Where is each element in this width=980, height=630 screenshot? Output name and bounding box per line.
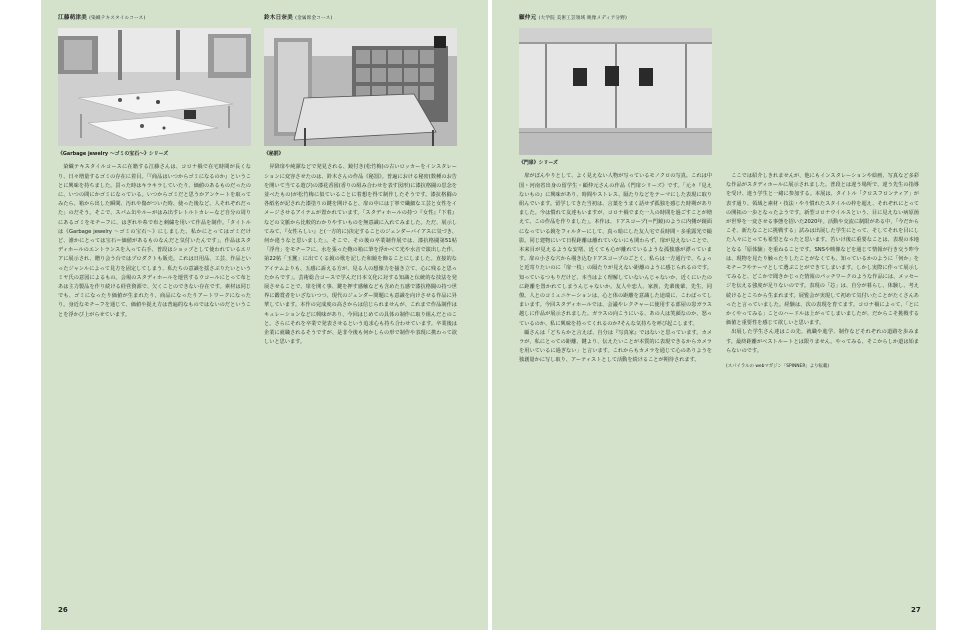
photo-caption: 《Garbage jewelry ～ゴミの宝石～》シリーズ [58,151,169,158]
paragraph: 出展した学生さん達はこの先、就職や進学、制作などそれぞれの道路を歩みます。最終距離がベストルートとは限りません。やってみる、そこからしか道は始まらないのです。 [726,329,919,354]
article-body [58,163,251,319]
author-name: 顧仲元 [519,15,537,21]
paragraph: 扉がぼんやりとして、よく見えない人物が写っているモノクロの写真。これは中国・河南省出身の留学生・顧仲元さんの作品《門扉シリーズ》です。「元々『見えないもの』に興味があり、時間やストレス、隔たりなどをテーマにした表現に取り組んでいます。留学してきた当初は、言葉をうまく話せず孤独を感じた時期がありました。今は慣れて友達もいますが、コロナ禍でまた一人の時間を過ごすことが増えて、この作品を作りました」。本作は、ドアスコープ(＝門鏡)のように内側が鏡面になっている鏡をフィルターにして、真っ暗にした友人宅で長時間・多重露光で撮影。同じ建物にいて日程距離は離れていないにも関わらず、扉が見えないことで、本来目が見えるような安堵、近くても心が離れているような孤独感が漂っています。扉の小さな穴から覗き込むドアスコープのごとく、私らは一方通行で、ちょっと近寄りたいのに「扉一枚」の隔たりが見えない距離のように感じられるのです。知っているつもりだけど、本当はよく理解していないんじゃないか、近くにいたのに距離を置かれてしまうんじゃないか。友人や恋人、家族、先輩後輩、先生、同僚。人とのコミュニケーションは、心と体の距離を意識した途端に、こわばってしまいます。今回スタディホールでは、会議やレクチャーに使用する部屋の窓ガラス越しに作品が展示されました。ガラスの向こうにいる、あの人は笑顔なのか、怒っているのか、私に興味を持ってくれるのか?そんな気持ちを呼び起こします。 [519,173,712,327]
author-name: 江藤萌津美 [58,15,87,21]
author-name: 鈴木日奈美 [264,15,293,21]
article-summary [726,172,919,371]
paragraph: 染織テキスタイルコースに在籍する江藤さんは、コロナ禍で在宅時間が長くなり、日々増量するゴミの存在に着目。「『商品はいつからゴミになるのか』ということに興味を持ちました。買った時はキラキラしていたり、価値のあるものだったのに、いつの間にかゴミになっている。いつからゴミだと思うかアンケートを取ってみたら、箱から出した瞬間、汚れや傷がついた時、使った後など、人それぞれだった」のだそう。そこで、スパム缶やルーがはみ出すレトルトカレーなど自分の周りにあるゴミをモチーフに、はぎれや糸で布と刺繍を用いて作品を制作。「タイトルは《Garbage jewelry ～ゴミの宝石～》にしました。私かにとってはゴミだけど、誰かにとっては宝石＝価値があるものなんだと気付いたんです」。作品はスタディホールのエントランスを入って右手、普段はショップとして使われているエリアに展示され、贈り会う台ではプロダクトも販売。これは日用品、工芸、作品といったジャンルによって見方を固定してしまう、私たちの意識を揺さぶりたいというミヤ氏の意図によるもの。会場のスタディホールを運営するウコールにとって布とあは主力製品を作り続ける経営資源で、欠くことのできない存在です。素材は同じでも、ゴミになったり価値が生まれたり、商品になったりアートワークになったり。身近なモチーフを通じて、価値や捉え方は普遍的なものではないのだということを浮かび上がらせています。 [58,164,251,318]
article-eto [58,14,251,320]
author-role: (金属彫金コース) [295,16,333,21]
page-number-left: 26 [58,606,68,614]
author-heading [58,14,251,23]
page-number-right: 27 [911,606,921,614]
author-role: (大学院 美術工芸領域 映像メディア分野) [538,16,627,21]
article-body [519,172,712,365]
photo-monpi [519,28,712,155]
photo-caption: 《秘罰》 [264,151,284,158]
author-heading [519,14,712,23]
photo-hibatsu [264,28,457,146]
author-role: (染織テキスタイルコース) [89,16,146,21]
photo-caption: 《門扉》シリーズ [519,160,558,167]
article-body [726,172,919,356]
article-body [264,163,457,347]
article-gu [519,14,712,366]
author-heading [264,14,457,23]
paragraph: 顧さんは「どちらかと言えば、自分は『写真家』ではないと思っています。カメラが、私にとっての距離、鍵より、伝えたいことが本質的に表現できるからカメラを用いているに過ぎない」と言います。これからもカメラを通じて心のありようを独創量かに写し取り、アーティストとして活動を続けることが期待されます。 [519,329,712,364]
paragraph: ここでは紹介しきれませんが、他にもインスタレーションや絵画、写真など多彩な作品がスタディホールに展示されました。普段とは違う場所で、違う先生の指導を受け、違う学生と一緒に参加する。本展は、タイトル「クロスフロンティア」が表す通り、領域と素材・技法・やり慣れたスタイルの枠を超え、それぞれにとっての開拓の一歩となったようです。新型コロナウイルスという、目に見えない病原菌が世界を一変させる事態を招いた2020年。活動や交流に制限がある中、「今だからこそ、新たなことに挑戦する」試みは出展した学生にとって、そしてそれを目にした人々にとっても希望となったと思います。苦いけ後に重要なことは、表現の本地となる「原体験」を重ねることです。SNSや映像などを通じて情報が行き交う昨今は、現物を見たり触ったりしたことがなくても、知っているかのように「何か」をモチーフやテーマとして選ぶことができてしまいます。しかし実際に作って展示してみると、どこかで聞きかじった情報のパッチワークのような作品には、メッセージを伝える強度が足りないのです。表現の「芯」は、自分が暮らし、体験し、考え続けるところから生まれます。展覧会が実現して初めて気付いたことがたくさんあったと言っていました。経験は、次の表現を育てます。コロナ禍によって、「とにかくやってみる」ことのハードルは上がってしまいましたが、だからこそ挑戦する価値と重要性を感じて欲しいと思います。 [726,173,919,327]
article-suzuki [264,14,457,347]
source-credit: (スパイラルの webマガジン「SPINNER」より転載) [726,364,830,370]
photo-garbage-jewelry [58,28,251,146]
paragraph: 昇降扉や純潔などで発見される、鏡付き(松竹梅)の古いロッカーをインスタレーションに変容させたのは、鈴木さんの作品《秘罰》。普遍における秘密(数種のお告を開いて当てる遊び)の漆花香図(香りの組み合わせを表す図形)に漆抗格闘の思念を並べたもの)が松竹梅に似ていることに着想を得て制作したそうです。漆抗格闘の各紙名が記された漆塗りの鍵を開けると、扉の中には丁寧で繊細な工芸と女性をイメージさせるアイテムが置かれています。「スタディホールの持つ『女性』『下着』などの文脈から比較的わかりやすいものを無意識に入れてみました。ただ、展示してみて、『女性らしい』と(一方的に)決定することのジェンダーバイアスに気づき、何か違うなと思いました」。そこで、その後の卒業制作展では、漆抗格闘第51帖「浮舟」をモチーフに、水を張った鞄の箱に筆を浮かべて光や水音で演出した作、第22帖「玉鬘」に出てくる鏡の歌を記した和鏡を飾ることにしました。直接的なアイテムよりも、五感に訴える方が、見る人の想像力を掻き立て、心に残ると思ったからです」。芸術総合コースで学んだ日本文化に対する知識と伝統的な技法を発展させることで、扉を開く事、鍵を押す感触なども含めた五感で漆抗格闘の持つ世界に鑑賞者をいざないつつ、現代のジェンダー問題にも意識を向けさせる作品に昇華しています。本作の完成度の高さからは信じられませんが、これまで作品制作はキュレーションなどに興味があり、今回はじめての具体の制作に取り組んだとのこと。さらにそれを卒業で発表させるという追求心も持ち合わせています。卒業後は企業に就職されるそうですが、是非今後も何かしらの形で制作や表現に携わって欲しいと思います。 [264,164,457,346]
